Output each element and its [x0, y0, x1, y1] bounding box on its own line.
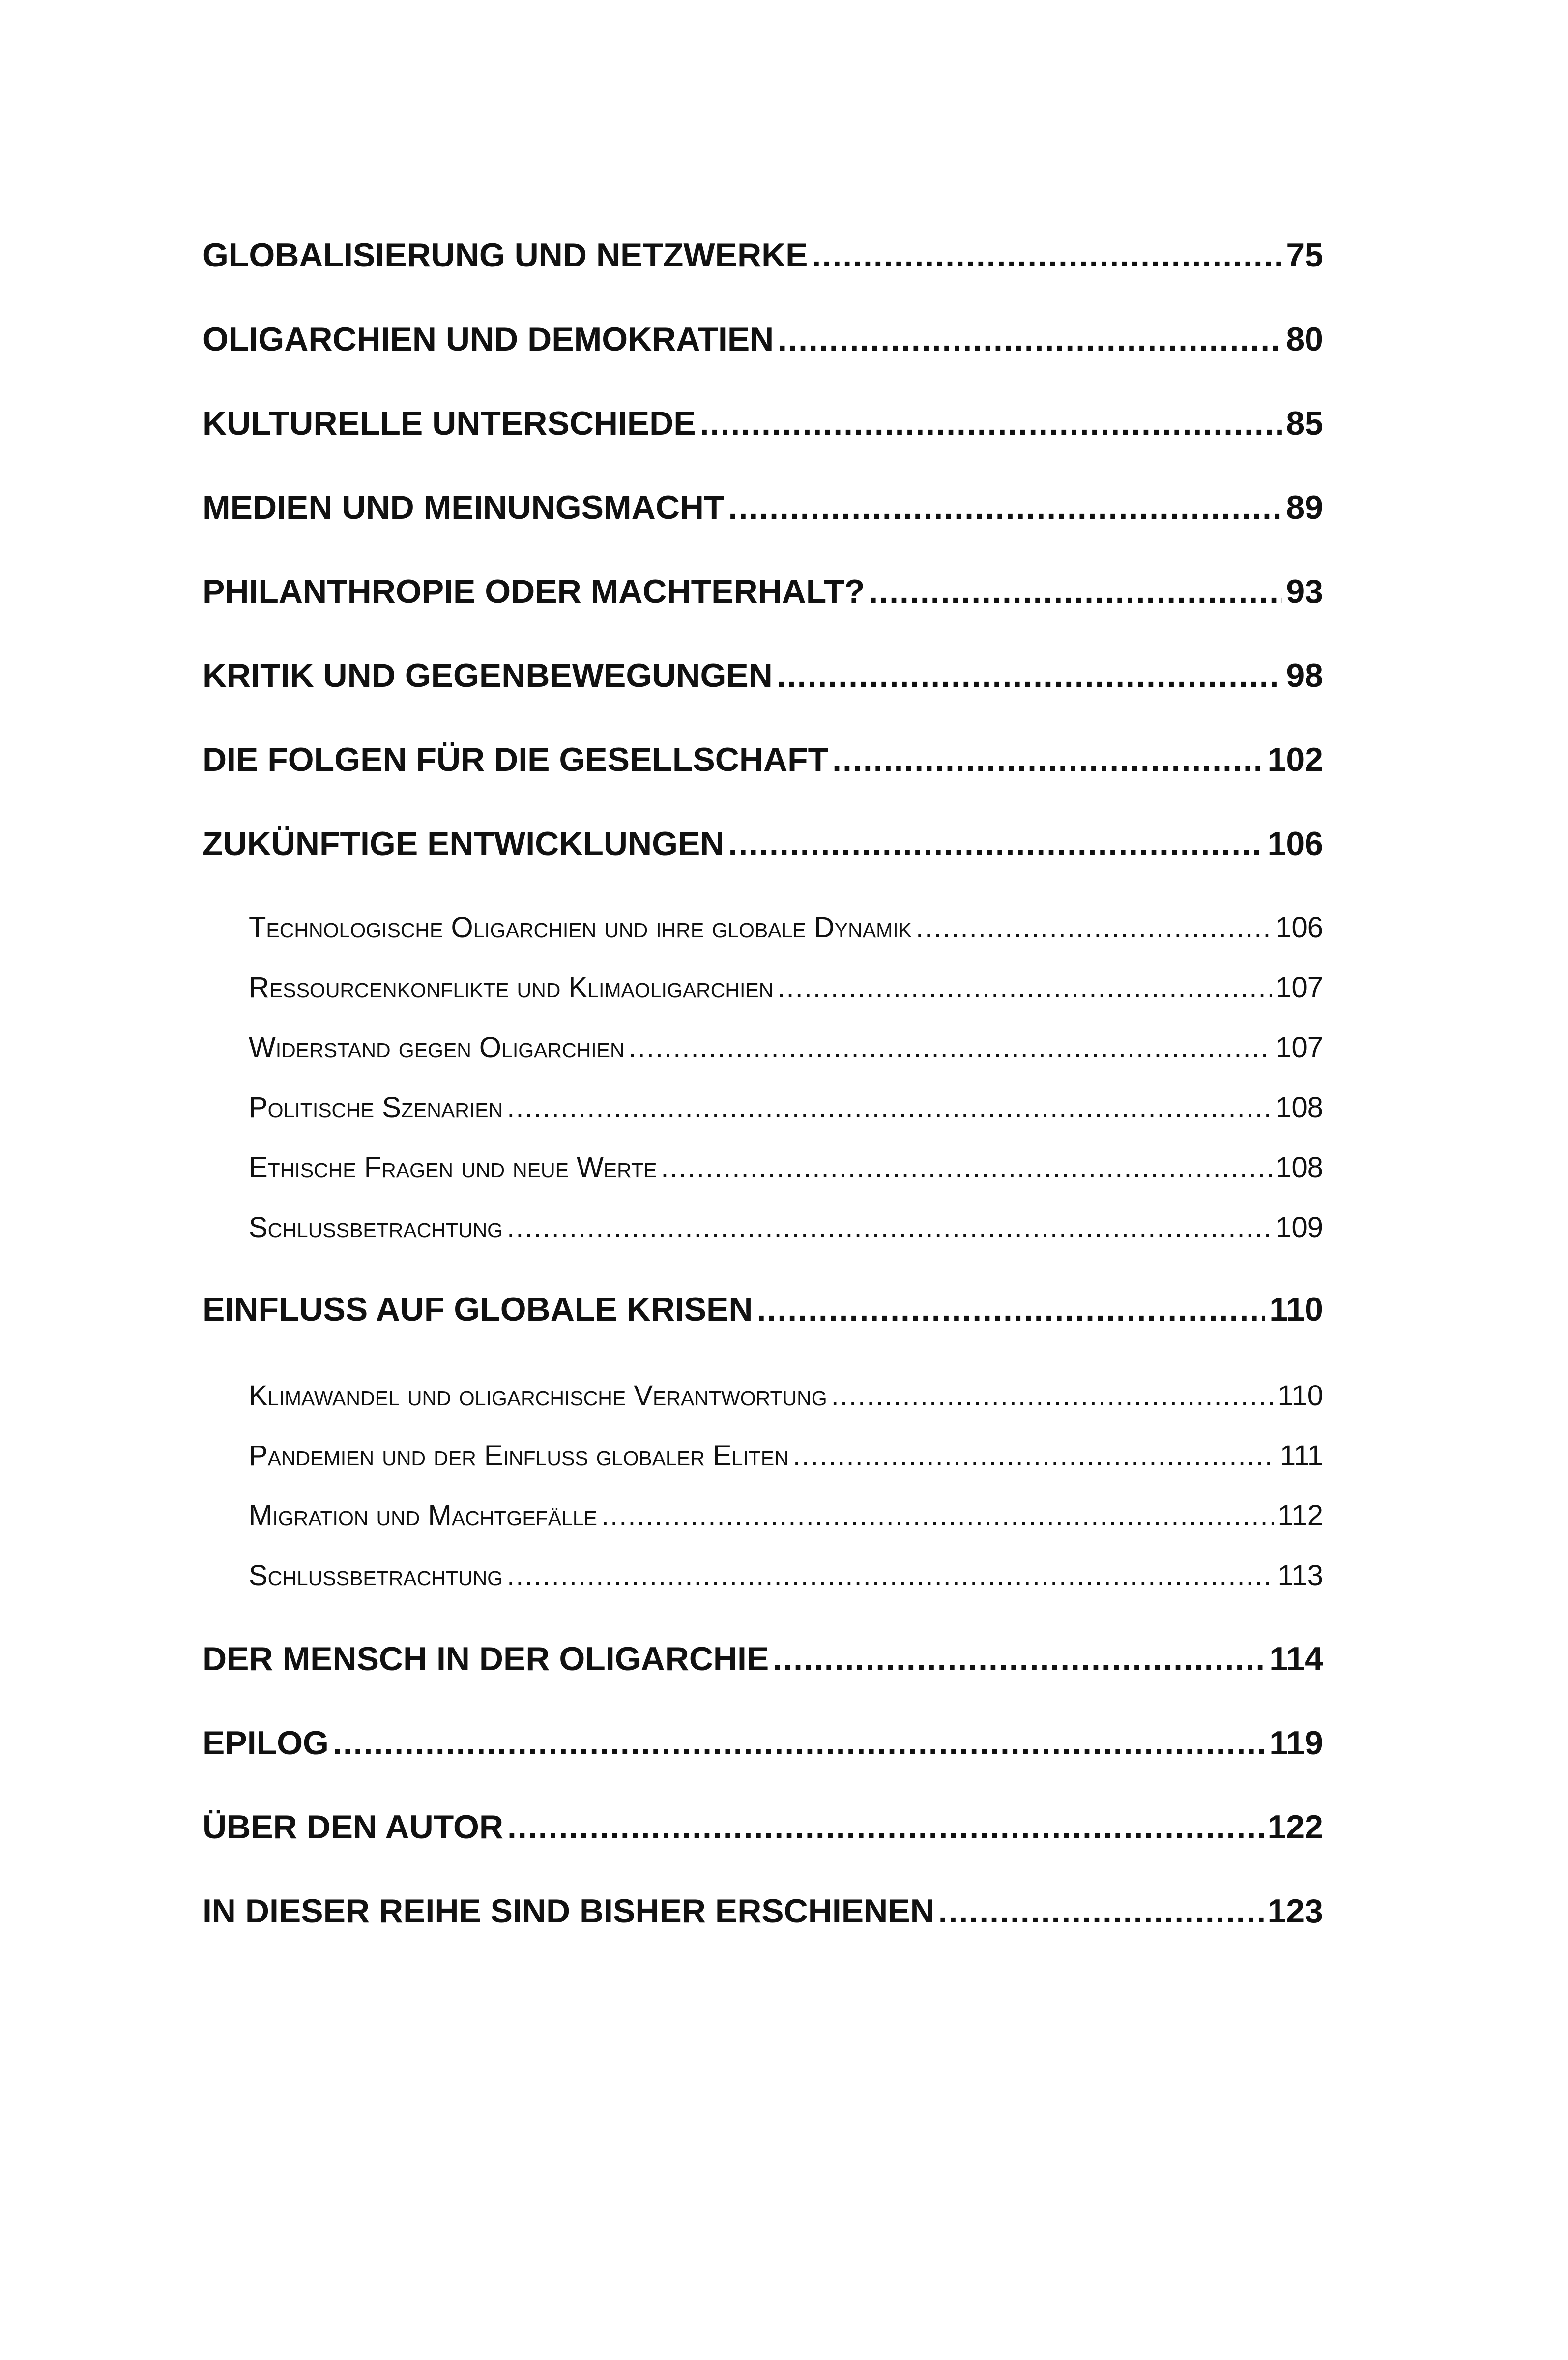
dot-leader — [507, 1091, 1272, 1124]
toc-page-number: 80 — [1286, 321, 1323, 358]
toc-page-number: 109 — [1276, 1211, 1323, 1243]
toc-entry-chapter[interactable] — [203, 1640, 1323, 1678]
toc-entry-section[interactable] — [249, 1151, 1323, 1184]
toc-page-number: 93 — [1286, 573, 1323, 610]
toc-entry-chapter[interactable] — [203, 488, 1323, 527]
toc-entry-title: KRITIK UND GEGENBEWEGUNGEN — [203, 657, 773, 694]
toc-page-number: 113 — [1278, 1560, 1323, 1592]
toc-entry-title: Klimawandel und oligarchische Verantwortung — [249, 1380, 827, 1412]
toc-entry-section[interactable] — [249, 1211, 1323, 1244]
toc-entry-title: Schlussbetrachtung — [249, 1560, 503, 1592]
toc-entry-title: Migration und Machtgefälle — [249, 1500, 598, 1532]
toc-entry-chapter[interactable] — [203, 740, 1323, 779]
dot-leader — [831, 1379, 1274, 1412]
toc-entry-chapter[interactable] — [203, 1892, 1323, 1930]
toc-entry-title: ZUKÜNFTIGE ENTWICKLUNGEN — [203, 825, 725, 862]
toc-page-number: 106 — [1267, 825, 1323, 862]
toc-entry-title: MEDIEN UND MEINUNGSMACHT — [203, 489, 725, 526]
toc-page-number: 110 — [1278, 1380, 1323, 1412]
toc-page-number: 122 — [1267, 1808, 1323, 1846]
toc-page-number: 108 — [1276, 1151, 1323, 1183]
toc-page-number: 106 — [1276, 912, 1323, 944]
dot-leader — [507, 1211, 1272, 1244]
toc-page-number: 119 — [1269, 1724, 1323, 1762]
dot-leader — [757, 1290, 1266, 1328]
toc-page-number: 112 — [1278, 1500, 1323, 1532]
dot-leader — [507, 1808, 1263, 1846]
toc-entry-title: IN DIESER REIHE SIND BISHER ERSCHIENEN — [203, 1892, 934, 1930]
toc-page-number: 123 — [1267, 1892, 1323, 1930]
toc-entry-chapter[interactable] — [203, 320, 1323, 358]
toc-entry-title: Politische Szenarien — [249, 1092, 503, 1123]
toc-entry-section[interactable] — [249, 1379, 1323, 1412]
dot-leader — [916, 911, 1272, 944]
toc-entry-title: GLOBALISIERUNG UND NETZWERKE — [203, 236, 808, 274]
toc-entry-chapter[interactable] — [203, 1724, 1323, 1762]
toc-entry-chapter[interactable] — [203, 825, 1323, 863]
dot-leader — [700, 404, 1282, 442]
toc-entry-title: Schlussbetrachtung — [249, 1211, 503, 1243]
toc-entry-chapter[interactable] — [203, 1290, 1323, 1328]
toc-page-number: 85 — [1286, 405, 1323, 442]
toc-entry-title: OLIGARCHIEN UND DEMOKRATIEN — [203, 321, 774, 358]
toc-entry-section[interactable] — [249, 1031, 1323, 1064]
dot-leader — [773, 1640, 1265, 1678]
toc-entry-title: DER MENSCH IN DER OLIGARCHIE — [203, 1640, 769, 1678]
toc-entry-title: ÜBER DEN AUTOR — [203, 1808, 504, 1846]
toc-page-number: 89 — [1286, 489, 1323, 526]
toc-entry-title: EINFLUSS AUF GLOBALE KRISEN — [203, 1291, 753, 1328]
toc-entry-chapter[interactable] — [203, 656, 1323, 695]
toc-entry-section[interactable] — [249, 911, 1323, 944]
toc-entry-title: Ressourcenkonflikte und Klimaoligarchien — [249, 972, 774, 1003]
toc-page-number: 102 — [1267, 741, 1323, 778]
toc-page-number: 75 — [1286, 236, 1323, 274]
toc-entry-chapter[interactable] — [203, 572, 1323, 611]
dot-leader — [938, 1892, 1264, 1930]
toc-entry-section[interactable] — [249, 1559, 1323, 1592]
toc-entry-title: EPILOG — [203, 1724, 329, 1762]
toc-entry-title: Technologische Oligarchien und ihre globale Dynamik — [249, 912, 912, 944]
dot-leader — [333, 1724, 1265, 1762]
toc-page-number: 107 — [1276, 972, 1323, 1003]
dot-leader — [728, 825, 1263, 863]
toc-page-number: 108 — [1276, 1092, 1323, 1123]
toc-entry-chapter[interactable] — [203, 236, 1323, 274]
toc-page-number: 110 — [1269, 1291, 1323, 1328]
toc-page-number: 111 — [1279, 1440, 1323, 1472]
dot-leader — [832, 740, 1263, 779]
dot-leader — [812, 236, 1282, 274]
dot-leader — [601, 1499, 1274, 1532]
dot-leader — [629, 1031, 1272, 1064]
dot-leader — [728, 488, 1282, 527]
toc-entry-section[interactable] — [249, 1091, 1323, 1124]
dot-leader — [793, 1439, 1276, 1472]
dot-leader — [507, 1559, 1274, 1592]
toc-entry-title: Ethische Fragen und neue Werte — [249, 1151, 657, 1183]
dot-leader — [869, 572, 1282, 611]
toc-entry-title: PHILANTHROPIE ODER MACHTERHALT? — [203, 573, 865, 610]
dot-leader — [661, 1151, 1272, 1184]
toc-entry-title: KULTURELLE UNTERSCHIEDE — [203, 405, 696, 442]
toc-entry-section[interactable] — [249, 1499, 1323, 1532]
toc-page-number: 114 — [1269, 1640, 1323, 1678]
toc-entry-title: Pandemien und der Einfluss globaler Eliten — [249, 1440, 789, 1472]
toc-page-number: 98 — [1286, 657, 1323, 694]
dot-leader — [778, 320, 1282, 358]
toc-entry-section[interactable] — [249, 971, 1323, 1004]
dot-leader — [777, 971, 1272, 1004]
toc-entry-chapter[interactable] — [203, 1808, 1323, 1846]
dot-leader — [777, 656, 1282, 695]
toc-entry-title: DIE FOLGEN FÜR DIE GESELLSCHAFT — [203, 741, 829, 778]
toc-entry-chapter[interactable] — [203, 404, 1323, 442]
toc-entry-title: Widerstand gegen Oligarchien — [249, 1032, 625, 1063]
toc-page-number: 107 — [1276, 1032, 1323, 1063]
toc-entry-section[interactable] — [249, 1439, 1323, 1472]
